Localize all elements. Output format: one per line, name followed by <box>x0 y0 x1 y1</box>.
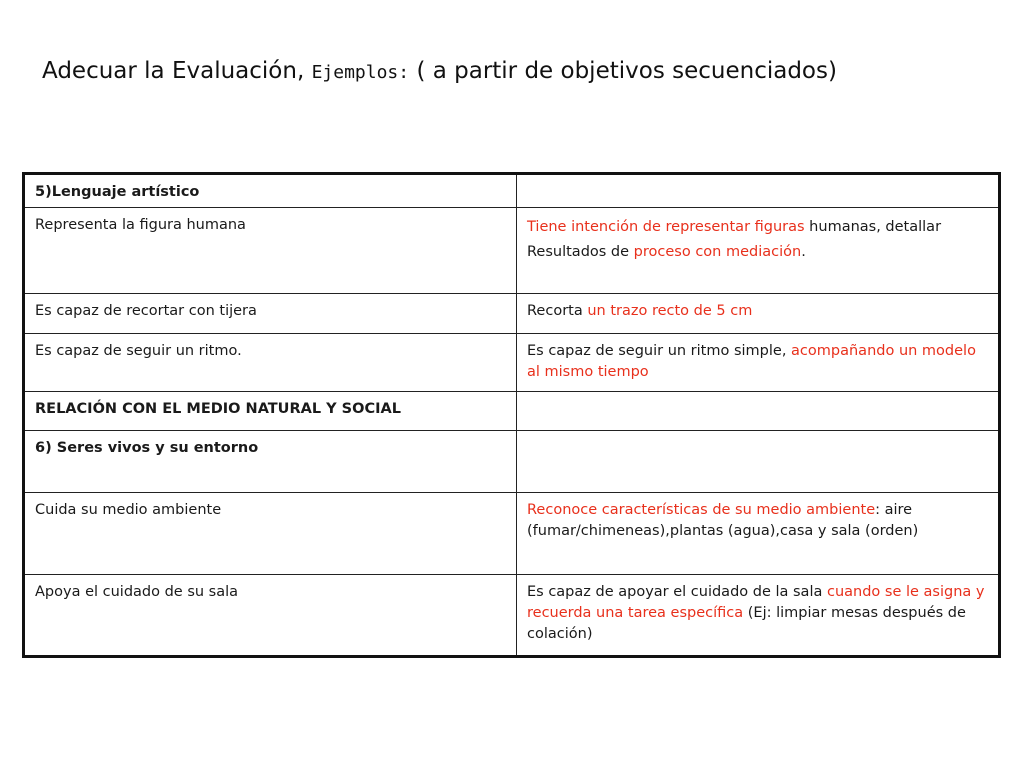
title-main: Adecuar la Evaluación, <box>42 58 305 84</box>
row-indicator-cell <box>517 294 1000 334</box>
indicator-text: : aire (fumar/chimeneas),plantas (agua),casa y sala (orden) <box>527 502 919 539</box>
indicator-text: Es capaz de apoyar el cuidado de la sala <box>527 584 827 600</box>
table-row <box>24 392 1000 431</box>
table-row <box>24 208 1000 294</box>
title-subtitle: ( a partir de objetivos secuenciados) <box>416 58 837 84</box>
row-criterion-text: Apoya el cuidado de su sala <box>35 584 239 600</box>
indicator-text: Es capaz de seguir un ritmo simple, <box>527 343 792 359</box>
indicator-text: . <box>801 244 806 260</box>
row-criterion-cell <box>24 493 517 575</box>
row-criterion-text: RELACIÓN CON EL MEDIO NATURAL Y SOCIAL <box>35 401 401 417</box>
indicator-text: Resultados de <box>527 244 634 260</box>
highlighted-text: Tiene intención de representar figuras <box>527 219 805 235</box>
row-indicator-cell <box>517 431 1000 493</box>
row-indicator-cell <box>517 575 1000 657</box>
row-criterion-cell <box>24 575 517 657</box>
row-criterion-cell <box>24 334 517 392</box>
table-row <box>24 431 1000 493</box>
highlighted-text: acompañando un modelo al mismo tiempo <box>527 343 976 380</box>
table-row <box>24 575 1000 657</box>
highlighted-text: proceso con mediación <box>633 244 802 260</box>
row-criterion-text: Representa la figura humana <box>35 217 246 233</box>
evaluation-table <box>22 172 1001 658</box>
row-indicator-cell <box>517 174 1000 208</box>
table-row <box>24 294 1000 334</box>
row-criterion-text: Es capaz de seguir un ritmo. <box>35 343 242 359</box>
row-indicator-cell <box>517 334 1000 392</box>
row-criterion-cell <box>24 431 517 493</box>
indicator-text: humanas, detallar <box>804 219 942 235</box>
table-row <box>24 493 1000 575</box>
row-criterion-text: Es capaz de recortar con tijera <box>35 303 257 319</box>
indicator-text: Recorta <box>527 303 588 319</box>
title-examples: Ejemplos: <box>311 62 410 83</box>
row-indicator-cell <box>517 392 1000 431</box>
row-indicator-cell <box>517 208 1000 294</box>
highlighted-text: cuando se le asigna y recuerda una tarea específica <box>527 584 985 621</box>
row-criterion-text: 5)Lenguaje artístico <box>35 184 200 200</box>
row-criterion-cell <box>24 294 517 334</box>
indicator-text: (Ej: limpiar mesas después de colación) <box>527 605 966 642</box>
table-row <box>24 174 1000 208</box>
row-criterion-text: Cuida su medio ambiente <box>35 502 222 518</box>
row-criterion-text: 6) Seres vivos y su entorno <box>35 440 259 456</box>
slide-title <box>42 58 837 84</box>
highlighted-text: Reconoce características de su medio ambiente <box>527 502 876 518</box>
row-criterion-cell <box>24 392 517 431</box>
table-row <box>24 334 1000 392</box>
row-indicator-cell <box>517 493 1000 575</box>
highlighted-text: un trazo recto de 5 cm <box>587 303 753 319</box>
row-criterion-cell <box>24 174 517 208</box>
row-criterion-cell <box>24 208 517 294</box>
